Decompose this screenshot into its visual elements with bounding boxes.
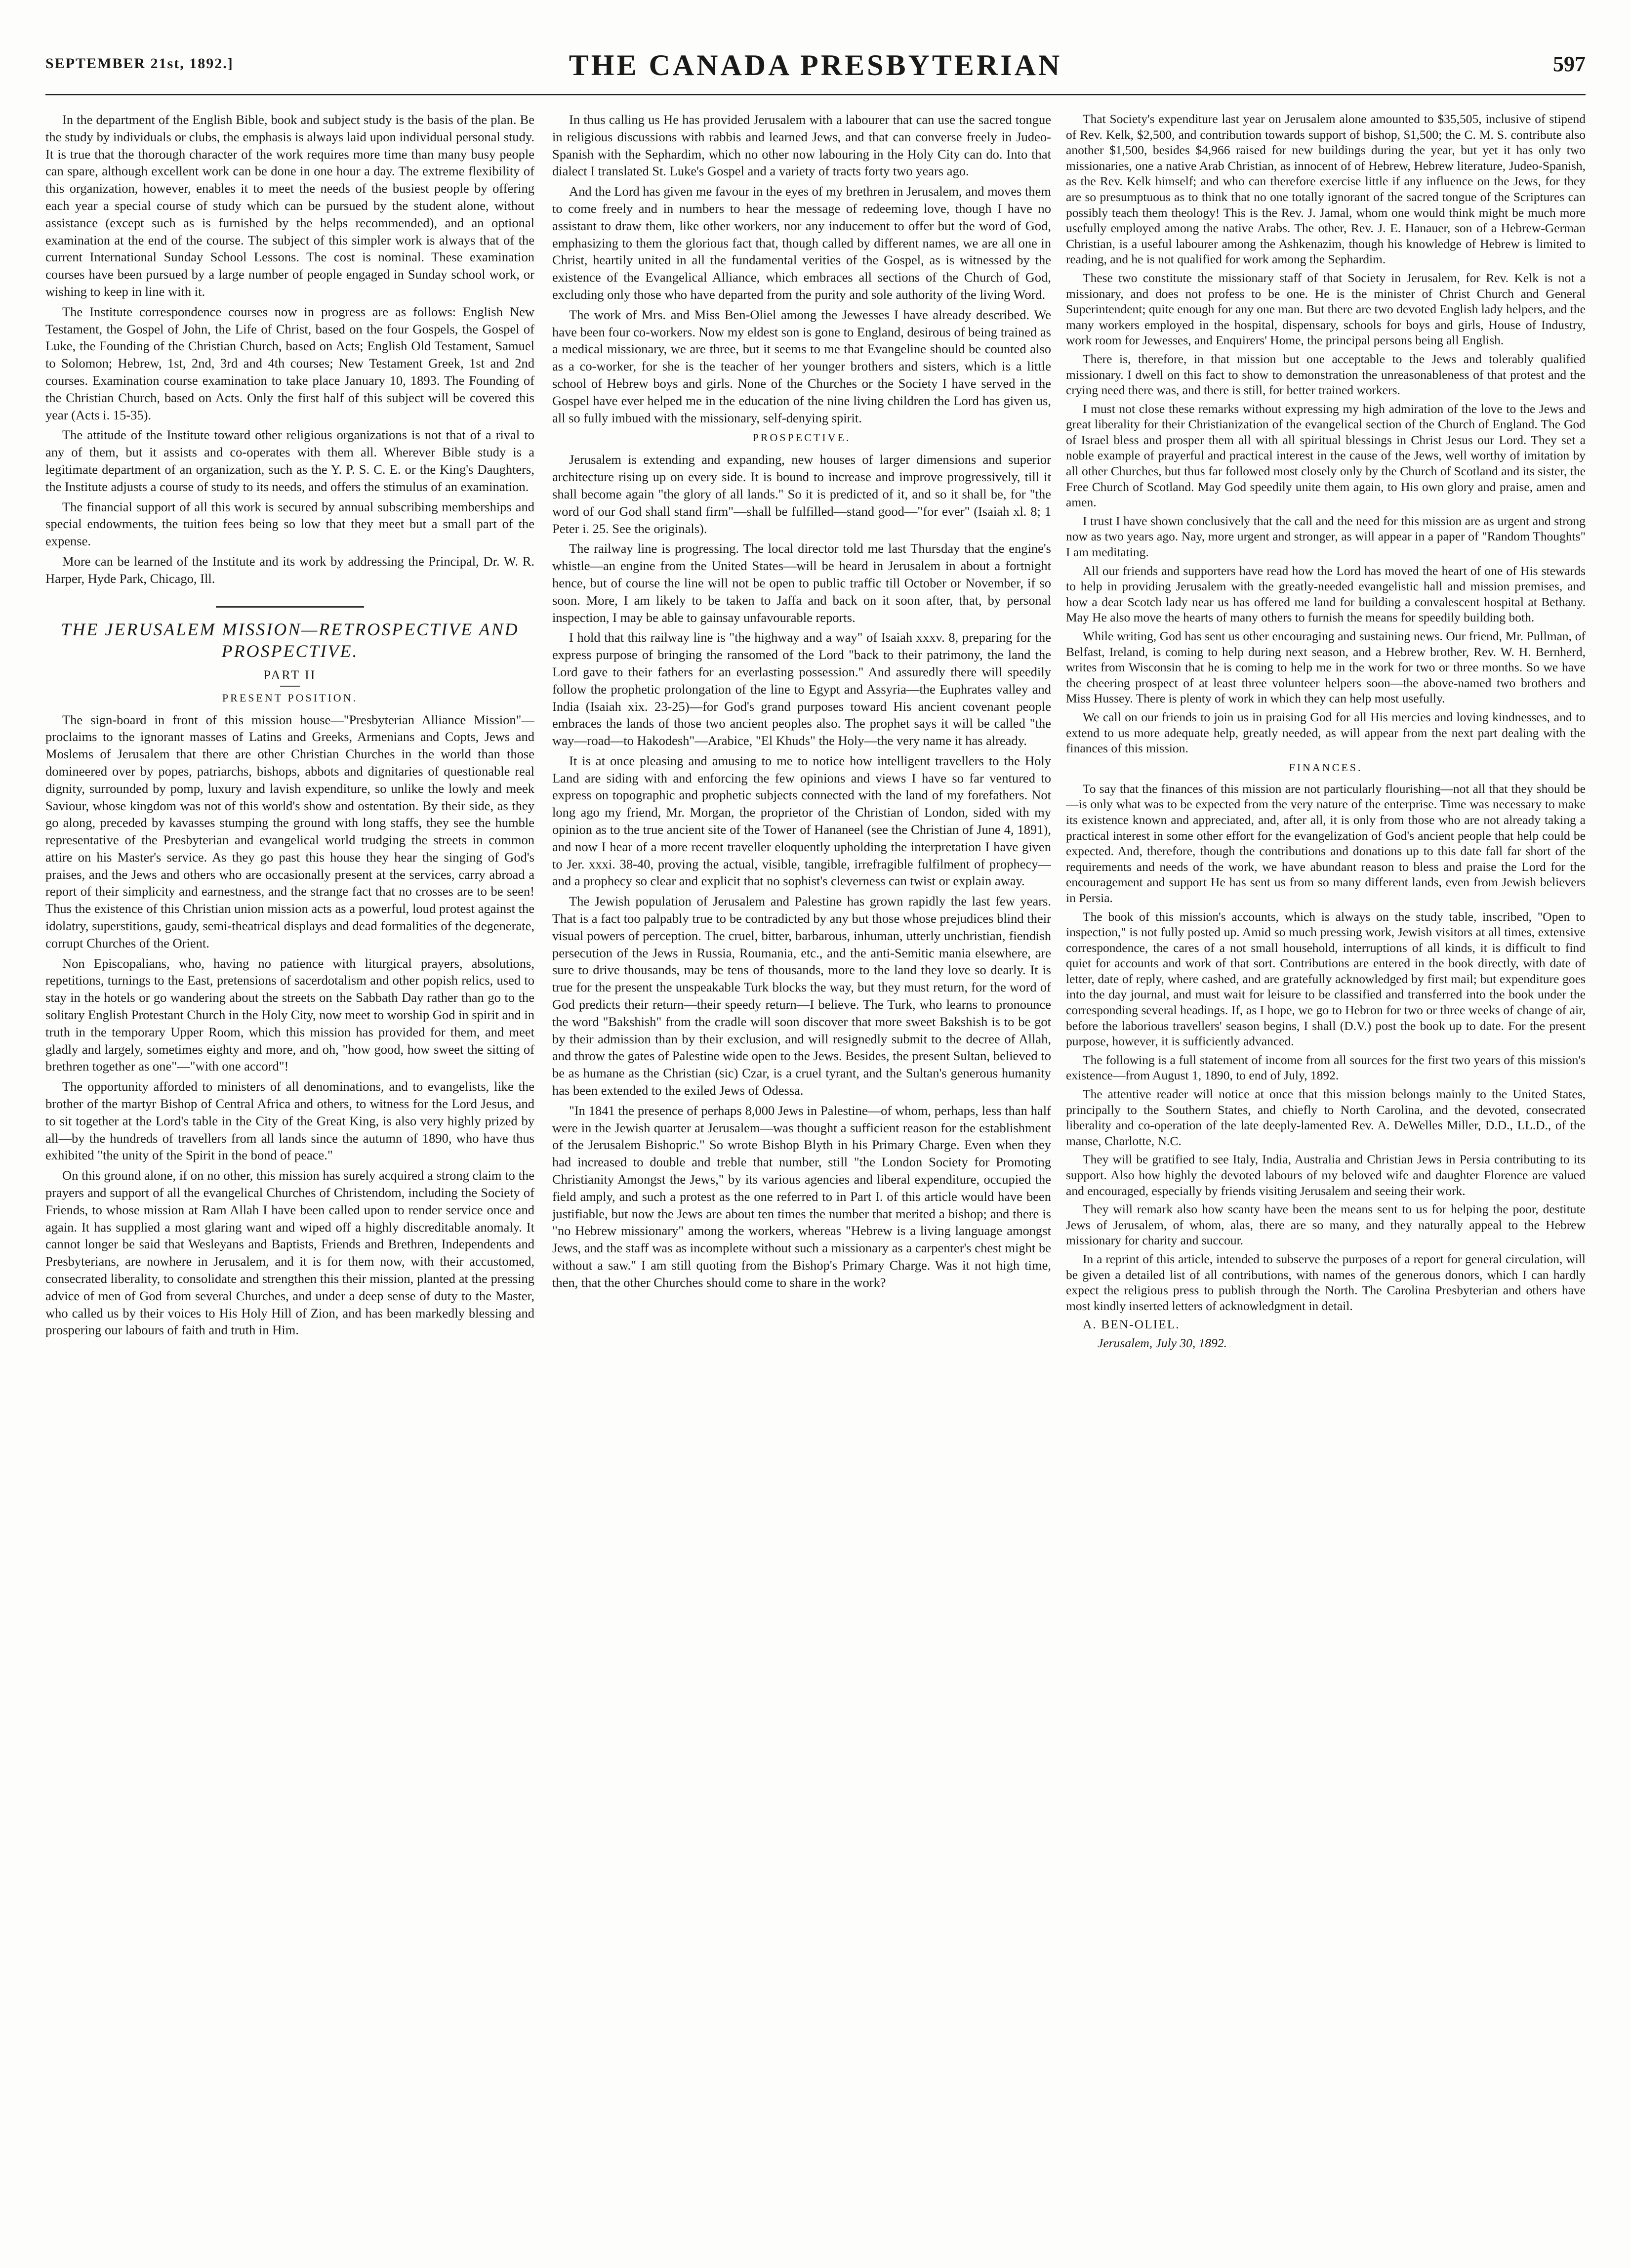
paragraph: "In 1841 the presence of perhaps 8,000 Jews in Palestine—of whom, perhaps, less than half were in the Jewish quarter at Jerusalem—was thought a sufficient reason for the establishment of the Jerusalem Bishopric." So wrote Bishop Blyth in his Primary Charge. Even when they had increased to double and treble that number, still "the London Society for Promoting Christianity Amongst the Jews," by its various agencies and liberal expenditure, occupied the field amply, and such a protest as the one referred to in Part I. of this article would have been justifiable, but now the Jews are about ten times the number that merited a bishop; and there is "no Hebrew missionary" among the workers, whereas "Hebrew is a living language amongst Jews, and the staff was as incomplete without such a missionary as a carpenter's chest might be without a saw." I am still quoting from the Bishop's Primary Charge. Was it not high time, then, that the other Churches should come to share in the work? <box>552 1103 1051 1290</box>
column-1 <box>45 111 534 2245</box>
paragraph: The attentive reader will notice at once that this mission belongs mainly to the United States, principally to the Southern States, and chiefly to North Carolina, and the devoted, consecrated liberality and co-operation of the late deeply-lamented Rev. A. DeWelles Miller, D.D., LL.D., of the manse, Charlotte, N.C. <box>1066 1087 1586 1148</box>
paragraph: In thus calling us He has provided Jerusalem with a labourer that can use the sacred tongue in religious discussions with rabbis and learned Jews, and that can converse freely in Judeo-Spanish with the Sephardim, which no other now labouring in the Holy City can do. Into that dialect I translated St. Luke's Gospel and a variety of tracts forty two years ago. <box>552 112 1051 179</box>
paragraph: There is, therefore, in that mission but one acceptable to the Jews and tolerably qualified missionary. I dwell on this fact to show to demonstration the unreasonableness of that protest and the crying need there was, and there is still, for better trained workers. <box>1066 351 1586 398</box>
paragraph: The attitude of the Institute toward other religious organizations is not that of a rival to any of them, but it assists and co-operates with them all. Wherever Bible study is a legitimate department of an organization, such as the Y. P. S. C. E. or the King's Daughters, the Institute adjusts a course of study to its needs, and offers the stimulus of an examination. <box>45 427 534 494</box>
paragraph: And the Lord has given me favour in the eyes of my brethren in Jerusalem, and moves them to come freely and in numbers to hear the message of redeeming love, though I have no assistant to draw them, like other workers, nor any inducement to offer but the word of God, emphasizing to them the glorious fact that, though called by different names, we are all one in Christ, heartily united in all the fundamental verities of the Gospel, as is witnessed by the existence of the Evangelical Alliance, which embraces all sections of the Church of God, excluding only those who have departed from the purity and sole authority of the living Word. <box>552 184 1051 302</box>
column-2-prospective-paragraphs <box>552 451 1051 1291</box>
section-heading-finances: FINANCES. <box>1289 761 1363 774</box>
author-signature: A. BEN-OLIEL. <box>1083 1317 1180 1332</box>
paragraph: The sign-board in front of this mission house—"Presbyterian Alliance Mission"—proclaims to the ignorant masses of Latins and Greeks, Armenians and Copts, Jews and Moslems of Jerusalem that there are other Christian Churches in the world than those domineered over by popes, patriarchs, bishops, abbots and dignitaries of questionable real dignity, surrounded by pomp, luxury and lavish expenditure, so unlike the lowly and meek Saviour, whose kingdom was not of this world's show and ostentation. By their side, as they go along, preceded by kavasses stumping the ground with long staffs, they see the humble representative of the Presbyterian and evangelical world trudging the streets in common attire on his Master's service. As they go past this house they hear the singing of God's praises, and the Jews and others who are occasionally present at the services, carry abroad a report of their simplicity and earnestness, and the strange fact that no crosses are to be seen! Thus the existence of this Christian union mission acts as a powerful, loud protest against the idolatry, superstitions, gaudy, semi-theatrical displays and dead formalities of the degenerate, corrupt Churches of the Orient. <box>45 712 534 950</box>
masthead-title: THE CANADA PRESBYTERIAN <box>569 49 1062 82</box>
paragraph: The following is a full statement of income from all sources for the first two years of this mission's existence—from August 1, 1890, to end of July, 1892. <box>1066 1052 1586 1083</box>
paragraph: The opportunity afforded to ministers of all denominations, and to evangelists, like the brother of the martyr Bishop of Central Africa and others, to witness for the Lord Jesus, and to sit together at the Lord's table in the City of the Great King, is also very highly prized by all—by the hundreds of travellers from all lands since the autumn of 1890, who have thus exhibited "the unity of the Spirit in the bond of peace." <box>45 1079 534 1163</box>
paragraph: Non Episcopalians, who, having no patience with liturgical prayers, absolutions, repetitions, turnings to the East, pretensions of sacerdotalism and other popish relics, used to stay in the hotels or go wandering about the streets on the Sabbath Day rather than go to the solitary English Protestant Church in the Holy City, now meet to worship God in spirit and in truth in the temporary Upper Room, which this mission has provided for them, and meet gladly and largely, sometimes eighty and more, and oh, "how good, how sweet the sitting of brethren together as one"—"with one accord"! <box>45 955 534 1074</box>
paragraph: On this ground alone, if on no other, this mission has surely acquired a strong claim to the prayers and support of all the evangelical Churches of Christendom, including the Society of Friends, to whose mission at Ram Allah I have been called upon to render service once and again. It has supplied a most glaring want and wiped off a highly discreditable anomaly. It cannot longer be said that Wesleyans and Baptists, Friends and Brethren, Independents and Presbyterians, are nowhere in Jerusalem, and it is for them now, with their accustomed, consecrated liberality, to consolidate and strengthen this their mission, planted at the pressing advice of men of God from several Churches, and under a deep sense of duty to the Master, who called us by their voices to His Holy Hill of Zion, and has been markedly blessing and prospering our labours of faith and truth in Him. <box>45 1168 534 1338</box>
article-title: THE JERUSALEM MISSION—RETROSPECTIVE AND PROSPECTIVE. <box>61 619 519 661</box>
paragraph: All our friends and supporters have read how the Lord has moved the heart of one of His stewards to help in providing Jerusalem with the greatly-needed evangelistic hall and mission premises, and how a dear Scotch lady near us has offered me land for building a convalescent hospital at Bethany. May He also move the hearts of many others to furnish the means for speedily building both. <box>1066 563 1586 625</box>
paragraph: These two constitute the missionary staff of that Society in Jerusalem, for Rev. Kelk is not a missionary, and does not profess to be one. He is the minister of Christ Church and General Superintendent; quite enough for any one man. But there are two devoted English lady helpers, and the many workers employed in the hospital, dispensary, schools for boys and girls, House of Industry, work room for Jewesses, and Enquirers' Home, the principal persons being all English. <box>1066 270 1586 348</box>
paragraph: The book of this mission's accounts, which is always on the study table, inscribed, "Open to inspection," is not fully posted up. Amid so much pressing work, Jewish visitors at all times, extensive correspondence, the cares of a not small household, interruptions of all kinds, it is difficult to find quiet for accounts and work of that sort. Contributions are entered in the book directly, with date of letter, date of reply, where cashed, and are gratefully acknowledged by first mail; but expenditure goes into the day journal, and must wait for leisure to be classified and transferred into the book under the corresponding several headings. If, as I hope, we go to Hebron for two or three weeks of change of air, before the laborious travellers' season begins, I shall (D.V.) post the book up to date. For the present purpose, however, it is sufficiently advanced. <box>1066 909 1586 1049</box>
paragraph: I trust I have shown conclusively that the call and the need for this mission are as urgent and strong now as two years ago. Nay, more urgent and stronger, as will appear in a paper of "Random Thoughts" I am meditating. <box>1066 513 1586 560</box>
column-1-article-paragraphs <box>45 711 534 1339</box>
column-1-paragraphs <box>45 111 534 587</box>
paragraph: I must not close these remarks without expressing my high admiration of the love to the Jews and great liberality for their Christianization of the evangelical section of the Church of England. The God of Israel bless and prosper them all with all spiritual blessings in Christ Jesus our Lord. They set a noble example of prayerful and practical interest in the cause of the Jews, well worthy of imitation by all other Churches, but thus far followed most closely only by the Church of Scotland and its sister, the Free Church of Scotland. May God speedily unite them again, to His own glory and praise, amen and amen. <box>1066 401 1586 510</box>
article-separator <box>216 606 364 608</box>
paragraph: The railway line is progressing. The local director told me last Thursday that the engine's whistle—an engine from the United States—will be heard in Jerusalem in about a fortnight hence, but of course the line will not be open to public traffic till October or November, if so soon. More, I am likely to be taken to Jaffa and back on it soon after, that, by personal inspection, I may be able to gainsay unfavourable reports. <box>552 541 1051 625</box>
paragraph: While writing, God has sent us other encouraging and sustaining news. Our friend, Mr. Pullman, of Belfast, Ireland, is coming to help during next season, and a Hebrew brother, Rev. W. H. Bernherd, writes from Wisconsin that he is coming to help me in the work for two or three months. So we have the cheering prospect of at least three volunteer helpers soon—the above-named two brothers and Miss Hussey. There is plenty of work in which they can help most usefully. <box>1066 629 1586 706</box>
part-label: PART II <box>263 667 317 682</box>
paragraph: The work of Mrs. and Miss Ben-Oliel among the Jewesses I have already described. We have been four co-workers. Now my eldest son is gone to England, desirous of being trained as a medical missionary, we are three, but it seems to me that Evangeline should be counted also as a co-worker, for she is the teacher of her younger brothers and sisters, which is a little school of Hebrew boys and girls. None of the Churches or the Society I have served in the Gospel have ever helped me in the education of the nine living children the Lord has given us, all so fully imbued with the missionary, self-denying spirit. <box>552 307 1051 425</box>
paragraph: The Institute correspondence courses now in progress are as follows: English New Testament, the Gospel of John, the Life of Christ, based on the four Gospels, the Gospel of Luke, the Founding of the Christian Church, based on Acts; English Old Testament, Samuel to Solomon; Hebrew, 1st, 2nd, 3rd and 4th courses; New Testament Greek, 1st and 2nd courses. Examination course examination to take place January 10, 1893. The Founding of the Christian Church, based on Acts. Only the first half of this subject will be covered this year (Acts i. 15-35). <box>45 304 534 422</box>
column-3-finances-paragraphs <box>1066 781 1586 1314</box>
paragraph: The financial support of all this work is secured by annual subscribing memberships and special endowments, the tuition fees being so low that they meet but a small part of the expense. <box>45 499 534 549</box>
issue-date: SEPTEMBER 21st, 1892.] <box>45 55 234 72</box>
section-heading-prospective: PROSPECTIVE. <box>752 431 851 444</box>
section-heading-present-position: PRESENT POSITION. <box>222 691 358 704</box>
paragraph: More can be learned of the Institute and its work by addressing the Principal, Dr. W. R. Harper, Hyde Park, Chicago, Ill. <box>45 553 534 586</box>
paragraph: That Society's expenditure last year on Jerusalem alone amounted to $35,505, inclusive of stipend of Rev. Kelk, $2,500, and contribution towards support of bishop, $1,500; the C. M. S. contribute also another $1,500, besides $4,966 raised for new buildings during the year, but yet it has only two missionaries, one a native Arab Christian, as innocent of of Hebrew, Hebrew literature, Judeo-Spanish, as the Rev. Kelk himself; and who can therefore exercise little if any influence on the Jews, for they are so presumptuous as to think that no one totally ignorant of the sacred tongue of the Scriptures can possibly teach them theology! This is the Rev. J. Jamal, whom one would think might be much more usefully employed among the native Arabs. The other, Rev. J. E. Hanauer, son of a Hebrew-German Christian, is a useful labourer among the Ashkenazim, though his knowledge of Hebrew is limited to reading, and he is not qualified for work among the Sephardim. <box>1066 112 1586 267</box>
column-2-paragraphs <box>552 111 1051 426</box>
column-3 <box>1066 111 1586 2245</box>
page-number: 597 <box>1553 52 1586 76</box>
column-2 <box>552 111 1051 2245</box>
header-rule <box>45 94 1586 95</box>
part-divider <box>280 686 300 687</box>
paragraph: In the department of the English Bible, book and subject study is the basis of the plan. Be the study by individuals or clubs, the emphasis is always laid upon individual personal study. It is true that the thorough character of the work requires more time than many busy people can spare, although excellent work can be done in one hour a day. The extreme flexibility of this organization, however, enables it to meet the needs of the busiest people by offering each year a special course of study which can be pursued by the student alone, without assistance (except such as is furnished by the helps recommended), and an optional examination at the end of the course. The subject of this simpler work is always that of the current International Sunday School Lessons. The cost is nominal. These examination courses have been pursued by a large number of people engaged in Sunday school work, or wishing to keep in line with it. <box>45 112 534 299</box>
paragraph: Jerusalem is extending and expanding, new houses of larger dimensions and superior architecture rising up on every side. It is bound to increase and improve progressively, till it shall become again "the glory of all lands." So it is predicted of it, and so it shall be, for "the word of our God shall stand firm"—shall be fulfilled—stand good—"for ever" (Isaiah xl. 8; 1 Peter i. 25. See the originals). <box>552 452 1051 536</box>
paragraph: I hold that this railway line is "the highway and a way" of Isaiah xxxv. 8, preparing for the express purpose of bringing the ransomed of the Lord "back to their patrimony, the land the Lord gave to their fathers for an everlasting possession." And assuredly there will speedily follow the prophetic prolongation of the line to Egypt and Assyria—the Euphrates valley and India (Isaiah xix. 23-25)—for God's grand purposes toward His ancient covenant people embraces the lands of those two ancient peoples also. The prophet says it will be called "the way—road—to Hakodesh"—Arabice, "El Khuds" the Holy—the very name it has already. <box>552 630 1051 748</box>
paragraph: They will remark also how scanty have been the means sent to us for helping the poor, destitute Jews of Jerusalem, of whom, alas, there are so many, and they naturally appeal to the Hebrew missionary for charity and succour. <box>1066 1202 1586 1248</box>
dateline <box>1066 1335 1586 1351</box>
paragraph: In a reprint of this article, intended to subserve the purposes of a report for general circulation, will be given a detailed list of all contributions, with names of the generous donors, which I can hardly expect the religious press to publish through the North. The Carolina Presbyterian and others have most kindly inserted letters of acknowledgment in detail. <box>1066 1251 1586 1313</box>
column-3-paragraphs <box>1066 111 1586 756</box>
paragraph: The Jewish population of Jerusalem and Palestine has grown rapidly the last few years. That is a fact too palpably true to be contradicted by any but those whose prejudices blind their visual powers of perception. The cruel, bitter, barbarous, inhuman, utterly unchristian, fiendish persecution of the Jews in Russia, Roumania, etc., and the anti-Semitic mania elsewhere, are sure to drive thousands, may be tens of thousands, more to the land they love so dearly. It is true for the present the unspeakable Turk blocks the way, but they must return, for the word of God predicts their return—their speedy return—I believe. The Turk, who learns to pronounce the word "Bakshish" from the cradle will soon discover that more sweet Bakshish is to be got by their admission than by their exclusion, and will resignedly submit to the decree of Allah, and throw the gates of Palestine wide open to the Jews. Besides, the present Sultan, believed to be as humane as the Christian (sic) Czar, is a cruel tyrant, and the Sultan's generous humanity has been extended to the exiled Jews of Odessa. <box>552 894 1051 1098</box>
place-date: Jerusalem, July 30, 1892. <box>1098 1335 1227 1350</box>
paragraph: We call on our friends to join us in praising God for all His mercies and loving kindnesses, and to extend to us more adequate help, greatly needed, as will appear from the next part dealing with the finances of this mission. <box>1066 709 1586 756</box>
paragraph: They will be gratified to see Italy, India, Australia and Christian Jews in Persia contributing to its support. Also how highly the devoted labours of my beloved wife and daughter Florence are valued and encouraged, especially by friends visiting Jerusalem and seeing their work. <box>1066 1152 1586 1198</box>
paragraph: It is at once pleasing and amusing to me to notice how intelligent travellers to the Holy Land are siding with and enforcing the few opinions and views I have so far ventured to express on topographic and prophetic subjects connected with the land of my forefathers. Not long ago my friend, Mr. Morgan, the proprietor of the Christian of London, sided with my opinion as to the true ancient site of the Tower of Hananeel (see the Christian of June 4, 1891), and now I hear of a more recent traveller eloquently upholding the interpretation I have given to Jer. xxxi. 38-40, proving the actual, visible, tangible, irrefragible fulfilment of prophecy—and a prophecy so clear and explicit that no sophist's cleverness can twist or explain away. <box>552 753 1051 889</box>
paragraph: To say that the finances of this mission are not particularly flourishing—not all that they should be—is only what was to be expected from the very nature of the enterprise. Time was necessary to make its existence known and appreciated, and, after all, it is only from those who are not already taking a practical interest in some other effort for the evangelization of God's ancient people that help could be expected. And, therefore, though the contributions and donations up to this date fall far short of the requirements and needs of the work, we have abundant reason to bless and praise the Lord for the encouragement and support He has sent us from so many different lands, even from Jewish believers in Persia. <box>1066 781 1586 905</box>
